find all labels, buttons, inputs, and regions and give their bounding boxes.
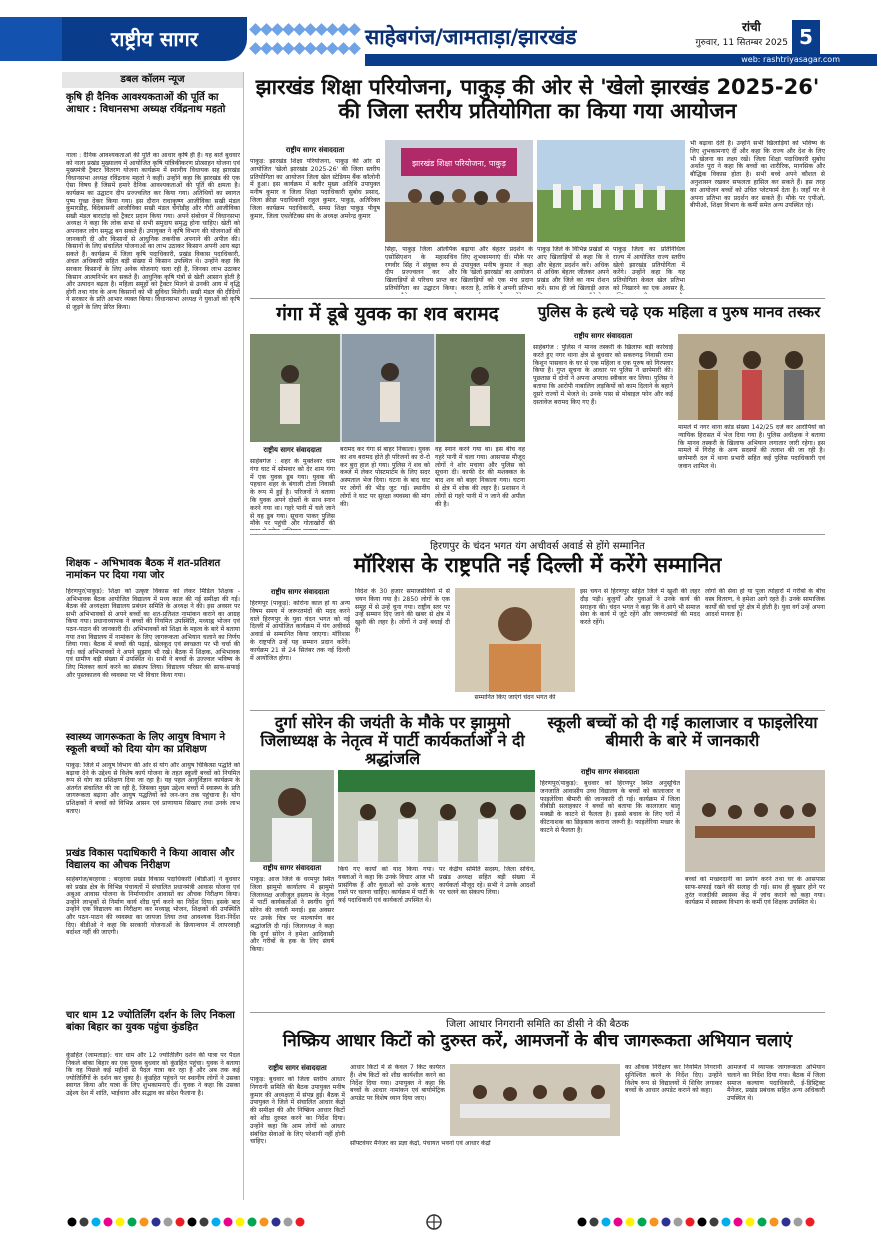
stage-banner-text: झारखंड शिक्षा परियोजना, पाकुड़ bbox=[412, 159, 506, 168]
ganga-ghat-photos bbox=[250, 334, 525, 442]
registration-dot bbox=[188, 1218, 197, 1227]
top-story-col-1: पाकुड़: झारखंड शिक्षा परियोजना, पाकुड़ की ओर से आयोजित 'खेलो झारखंड 2025-26' की जिला स्तरीय प्रतियोगिता का आयोजन जिला खेल स्टेडियम बैंक कॉलोनी में हुआ। इस कार्यक्रम में बतौर मुख्य अतिथि उपायुक्त मनीष कुमार व जिला शिक्षा पदाधिकारी सुबोध प्रसाद, जिला क्रीड़ा पदाधिकारी राहुल कुमार, पाकुड़, अतिरिक्त जिला कार्यक्रम पदाधिकारी, समग्र शिक्षा पाकुड़ पीयूष कुमार, जिला एथलेटिक्स संघ के अध्यक्ष अमरेन्द्र कुमार bbox=[250, 158, 380, 220]
school-children-photo bbox=[685, 770, 825, 872]
aadhar-meeting-photo bbox=[450, 1064, 620, 1136]
top-story-col-6: भी बढ़ावा देती है। उन्होंने सभी खिलाड़ियों को भविष्य के लिए शुभकामनाएं दीं और कहा कि राज्य और देश के लिए भी खेलना का लक्ष्य रखें। जिला शिक्षा पदाधिकारी सुबोध अर्थात पूरा ने कहा कि बच्चों का शारीरिक, मानसिक और बौद्धिक विकास होता है। सभी बच्चे अपने कौशल से अनुशासन रखकर सफलता हासिल कर सकते हैं। इस तरह का आयोजन बच्चों को उचित प्लेटफार्म देता है। जहाँ पर वे अपना प्रतिभा का प्रदर्शन कर सकते हैं। मौके पर एपीओ, बीपीओ, शिक्षा विभाग के कर्मी समेत अन्य उपस्थित रहे। bbox=[690, 140, 825, 210]
registration-dot bbox=[260, 1218, 269, 1227]
registration-dot bbox=[734, 1218, 743, 1227]
mauritius-col-4: लोगों की सेवा हो या पूजा त्योहारों में गरीबों के बीच वस्त्र वितरण, वे हमेशा आगे रहते हैं। उनके सामाजिक कार्यों की चर्चा पूरे क्षेत्र में होती है। युवा वर्ग उन्हें अपना आदर्श मानता है। bbox=[705, 588, 825, 619]
aadhar-headline: निष्क्रिय आधार किटों को दुरुस्त करें, आमजनों के बीच जागरूकता अभियान चलाएं bbox=[282, 1031, 793, 1051]
divider bbox=[250, 1012, 825, 1013]
left-story-2-headline: शिक्षक - अभिभावक बैठक में शत-प्रतिशत नामांकन पर दिया गया जोर bbox=[66, 558, 221, 581]
registration-dot bbox=[140, 1218, 149, 1227]
registration-dot bbox=[80, 1218, 89, 1227]
edition-city: रांची bbox=[742, 20, 761, 34]
left-story-4-body: साहेबगंज/बरहरवा : बरहरवा प्रखंड विकास पदाधिकारी (बीडीओ) ने बुधवार को प्रखंड क्षेत्र के विभिन्न पंचायतों में संचालित प्रधानमंत्री आवास योजना एवं अबुआ आवास योजना के निर्माणाधीन आवासों का औचक निरीक्षण किया। उन्होंने लाभुकों से निर्माण कार्य शीघ्र पूर्ण करने का निर्देश दिया। इसके बाद उन्होंने एक विद्यालय का निरीक्षण कर मध्याह्न भोजन, शिक्षकों की उपस्थिति और पठन-पाठन की व्यवस्था का जायजा लिया तथा आवश्यक दिशा-निर्देश दिए। बीडीओ ने कहा कि सरकारी योजनाओं के क्रियान्वयन में लापरवाही बर्दाश्त नहीं की जाएगी। bbox=[66, 876, 240, 937]
edition-region: साहेबगंज/जामताड़ा/झारखंड bbox=[365, 25, 577, 49]
website-url: web: rashtriyasagar.com bbox=[741, 55, 840, 64]
registration-dot bbox=[296, 1218, 305, 1227]
tasker-col-2: मामले में नगर थाना कांड संख्या 142/25 दर्ज कर आरोपियों को न्यायिक हिरासत में भेज दिया गया है। पुलिस अधीक्षक ने बताया कि मानव तस्करी के खिलाफ अभियान लगातार जारी रहेगा। इस मामले में गिरोह के अन्य सदस्यों की तलाश की जा रही है। छापेमारी दल में थाना प्रभारी सहित कई पुलिस पदाधिकारी एवं जवान शामिल थे। bbox=[678, 424, 825, 470]
mauritius-headline: मॉरिशस के राष्ट्रपति नई दिल्ली में करेंगे सम्मानित bbox=[353, 553, 722, 577]
left-story-1-body: नाला : दैनिक आवश्यकताओं की पूर्ति का आधार कृषि ही है। यह बातें बुधवार को नाला प्रखंड मुख्यालय में आयोजित कृषि यांत्रिकीकरण प्रोत्साहन योजना एवं मुख्यमंत्री ट्रैक्टर वितरण योजना कार्यक्रम में स्थानीय विधायक सह झारखंड विधानसभा अध्यक्ष रविंद्रनाथ महतो ने कहीं। उन्होंने कहा कि झारखंड की एक ऐसा विषय है जिसमें हमारे दैनिक आवश्यकताओं की पूर्ति की क्षमता है। कार्यक्रम का उद्घाटन दीप प्रज्ज्वलित कर किया गया। अतिथियों का स्वागत पुष्प गुच्छ देकर किया गया। इस दौरान राधाकृष्ण आजीविका सखी मंडल कुमारडीह, बिंदेबासनी आजीविका सखी मंडल चेंगोडीह और गौरी आजीविका सखी मंडल बाराटांड़ को ट्रैक्टर प्रदान किया गया। अपने संबोधन में विधानसभा अध्यक्ष ने कहा कि लोक सभा से सभी समुदाय समृद्ध होना चाहिए। खेती को अपनाकर लोग समृद्ध बन सकते हैं। उपायुक्त ने कृषि विभाग की योजनाओं की जानकारी दी और किसानों से आधुनिक तकनीक अपनाने की अपील की। किसानों के लिए संचालित योजनाओं का लाभ उठाकर किसान अपनी आय बढ़ा सकते हैं। कार्यक्रम में जिला कृषि पदाधिकारी, प्रखंड विकास पदाधिकारी, अंचल अधिकारी सहित बड़ी संख्या में किसान उपस्थित थे। उन्होंने कहा कि सरकार किसानों के लिए अनेक योजनाएं चला रही है, जिनका लाभ उठाकर किसान आत्मनिर्भर बन सकते हैं। आधुनिक कृषि यंत्रों से खेती आसान होती है और उत्पादन बढ़ता है। महिला समूहों को ट्रैक्टर मिलने से उनकी आय में वृद्धि होगी तथा गांव के अन्य किसानों को भी सुविधा मिलेगी। सखी मंडल की दीदियों ने सरकार के प्रति आभार व्यक्त किया। विधानसभा अध्यक्ष ने युवाओं को कृषि से जुड़ने के लिए प्रेरित किया। bbox=[66, 152, 240, 311]
brand-bar bbox=[0, 17, 62, 61]
durga-portrait-photo bbox=[250, 770, 334, 862]
registration-dot bbox=[602, 1218, 611, 1227]
registration-dot bbox=[626, 1218, 635, 1227]
registration-dot bbox=[68, 1218, 77, 1227]
divider bbox=[250, 298, 825, 299]
registration-dot bbox=[212, 1218, 221, 1227]
registration-dot bbox=[722, 1218, 731, 1227]
aadhar-byline: राष्ट्रीय सागर संवाददाता bbox=[268, 1064, 327, 1072]
durga-byline: राष्ट्रीय सागर संवाददाता bbox=[262, 864, 322, 872]
top-story-col-5: पाकुड़ जिला का प्रतिनिधित्व राज्य में आयोजित राज्य स्तरीय खेलो झारखंड प्रतियोगिता में करेंगे। उन्होंने कहा कि यह प्रतियोगिता केवल खेल प्रतिभा को निखारने का एक अवसर है, bbox=[613, 246, 685, 292]
registration-dot bbox=[806, 1218, 815, 1227]
registration-dot bbox=[794, 1218, 803, 1227]
left-story-5-headline: चार धाम 12 ज्योतिर्लिंग दर्शन के लिए निकला बांका बिहार का युवक पहुंचा कुंडहित bbox=[66, 1010, 235, 1033]
top-story-col-3: बढ़ाया और बेहतर प्रदर्शन के लिए शुभकामनाएं दीं। मौके पर उपायुक्त मनीष कुमार ने कहा कि 'खेलो झारखंड' का आयोजन खिलाड़ियों को एक मंच प्रदान करता है, ताकि वे अपनी प्रतिभा bbox=[461, 246, 533, 292]
divider bbox=[250, 534, 825, 535]
registration-dot bbox=[770, 1218, 779, 1227]
ganga-col-3: वह स्नान करने गया था। इस बीच वह गहरे पानी में चला गया। आसपास मौजूद लोगों ने शोर मचाया और पुलिस को सूचना दी। काफी देर की मशक्कत के बाद शव को बाहर निकाला गया। घटना से क्षेत्र में शोक की लहर है। प्रशासन ने लोगों से गहरे पानी में न जाने की अपील की है। bbox=[435, 446, 525, 508]
registration-dot bbox=[662, 1218, 671, 1227]
khelo-jharkhand-stage-photo bbox=[385, 140, 533, 242]
kalazar-headline: स्कूली बच्चों को दी गई कालाजार व फाइलेरिया बीमारी के बारे में जानकारी bbox=[547, 713, 818, 750]
kalazar-col-2: बच्चों को मच्छरदानी का प्रयोग करने तथा घर के आसपास साफ-सफाई रखने की सलाह दी गई। साथ ही बुखार होने पर तुरंत नजदीकी स्वास्थ्य केंद्र में जांच कराने को कहा गया। कार्यक्रम में स्वास्थ्य विभाग के कर्मी एवं शिक्षक उपस्थित थे। bbox=[685, 876, 825, 907]
newspaper-brand: राष्ट्रीय सागर bbox=[62, 17, 247, 61]
aadhar-kicker: जिला आधार निगरानी समिति का डीसी ने की बैठक bbox=[446, 1019, 629, 1030]
mauritius-kicker: हिरणपुर के चंदन भगत यंग अचीवर्स अवार्ड से होंगे सम्मानित bbox=[430, 541, 645, 552]
section-label: डबल कॉलम न्यूज bbox=[62, 72, 243, 88]
tasker-col-1: साहेबगंज : पुलिस ने मानव तस्करी के खिलाफ बड़ी कार्रवाई करते हुए नगर थाना क्षेत्र से बुधवार को सकरुगढ़ निवासी रामा किशुन पासवान के घर से एक महिला व एक पुरुष को गिरफ्तार किया है। गुप्त सूचना के आधार पर पुलिस ने छापेमारी की। पूछताछ में दोनों ने अपना अपराध स्वीकार कर लिया। पुलिस ने बताया कि आरोपी नाबालिग लड़कियों को काम दिलाने के बहाने दूसरे राज्यों में भेजते थे। उनके पास से मोबाइल फोन और कई दस्तावेज बरामद किए गए हैं। bbox=[533, 344, 673, 406]
registration-dot bbox=[176, 1218, 185, 1227]
mauritius-col-2: विदेश के 30 हजार समाजसेवियों में से चयन किया गया है। 2850 लोगों के एक समूह में से उन्हें चुना गया। राष्ट्रीय स्तर पर उन्हें सम्मान दिए जाने की खबर से क्षेत्र में खुशी की लहर है। लोगों ने उन्हें बधाई दी है। bbox=[355, 588, 450, 634]
left-story-3-headline: स्वास्थ्य जागरूकता के लिए आयुष विभाग ने स्कूली बच्चों को दिया योग का प्रशिक्षण bbox=[66, 732, 225, 755]
registration-dot bbox=[164, 1218, 173, 1227]
aadhar-col-3: का औचक निरीक्षण कर नियमित निगरानी सुनिश्चित करने के निर्देश दिए। उन्होंने विशेष रूप से विद्यालयों में शिविर लगाकर बच्चों के आधार अपडेट कराने को कहा। bbox=[625, 1064, 722, 1095]
top-story-col-4: पाकुड़ जिले के विभिन्न प्रखंडों से आए खिलाड़ियों से कहा कि वे और बेहतर प्रदर्शन करें। अधिक से अधिक बेहतर जीतकर अपने प्रखंड और जिले का नाम रोशन करें। साथ ही जो खिलाड़ी आज bbox=[537, 246, 609, 292]
ganga-headline: गंगा में डूबे युवक का शव बरामद bbox=[276, 303, 499, 325]
ganga-col-1: साहेबगंज : शहर के मुक्तेश्वर धाम गंगा घाट में सोमवार को देर शाम गंगा में एक युवक डूब गया। युवक की पहचान शहर के बंगाली टोला निवासी के रूप में हुई है। परिजनों ने बताया कि युवक अपने दोस्तों के साथ स्नान करने गया था। गहरे पानी में चले जाने से वह डूब गया। सूचना पाकर पुलिस मौके पर पहुंची और गोताखोरों की bbox=[250, 458, 335, 528]
registration-dot bbox=[116, 1218, 125, 1227]
registration-dot bbox=[614, 1218, 623, 1227]
left-story-3-body: पाकुड़: जिले में आयुष विभाग की ओर से योग और आयुष चिकित्सा पद्धति को बढ़ावा देने के उद्देश्य से विशेष कार्य योजना के तहत स्कूली बच्चों को नियमित रूप से योग का प्रशिक्षण दिया जा रहा है। यह पहल आयुर्विज्ञान कार्यक्रम के अंतर्गत संचालित की जा रही है, जिसका मुख्य उद्देश्य बच्चों में स्वास्थ्य के प्रति जागरूकता बढ़ाना और आयुष पद्धतियों को जन-जन तक पहुंचाना है। योग प्रशिक्षकों ने बच्चों को विभिन्न आसन एवं प्राणायाम सिखाए तथा उनके लाभ बताए। bbox=[66, 762, 240, 815]
registration-dot bbox=[92, 1218, 101, 1227]
ganga-byline: राष्ट्रीय सागर संवाददाता bbox=[263, 446, 322, 454]
aadhar-photo-caption: सॉफ्टवेयर मैनेजर का प्रज्ञा केंद्रों, पंचायत भवनों एवं आधार केंद्रों bbox=[350, 1140, 491, 1147]
ganga-col-2: बरामद कर गंगा से बाहर निकाला। युवक का शव बरामद होते ही परिजनों का रो-रो कर बुरा हाल हो गया। पुलिस ने शव को कब्जे में लेकर पोस्टमार्टम के लिए सदर अस्पताल भेज दिया। घटना के बाद घाट पर लोगों की भीड़ जुट गई। स्थानीय लोगों ने घाट पर सुरक्षा व्यवस्था की मांग की। bbox=[340, 446, 430, 508]
registration-dot bbox=[128, 1218, 137, 1227]
durga-headline: दुर्गा सोरेन की जयंती के मौके पर झामुमो जिलाध्यक्ष के नेतृत्व में पार्टी कार्यकर्ताओं ने दी श्रद्धांजलि bbox=[260, 713, 525, 768]
registration-dot bbox=[236, 1218, 245, 1227]
registration-dot bbox=[248, 1218, 257, 1227]
registration-dot bbox=[698, 1218, 707, 1227]
mauritius-photo-caption: सम्मानित किए जाएंगे चंदन भगत की bbox=[474, 694, 556, 701]
top-story-headline: झारखंड शिक्षा परियोजना, पाकुड़ की ओर से 'खेलो झारखंड 2025-26' की जिला स्तरीय प्रतियोगिता का किया गया आयोजन bbox=[255, 75, 820, 123]
durga-col-2: किये गए कार्यों को याद किया गया। वक्ताओं ने कहा कि उनके विचार आज भी प्रासंगिक हैं और युवाओं को उनके बताए रास्ते पर चलना चाहिए। कार्यक्रम में पार्टी के कई पदाधिकारी एवं कार्यकर्ता उपस्थित थे। bbox=[338, 866, 434, 905]
top-story-col-2: सिंहा, पाकुड़ जिला ओलंपिक एसोसिएशन के महासचिव रणवीर सिंह ने संयुक्त रूप से दीप प्रज्ज्वलन कर और खिलाड़ियों से परिचय प्राप्त कर प्रतियोगिता का उद्घाटन किया। bbox=[385, 246, 457, 292]
registration-dot bbox=[152, 1218, 161, 1227]
durga-col-3: पर केंद्रीय समिति सदस्य, जिला सचिव, प्रखंड अध्यक्ष सहित बड़ी संख्या में कार्यकर्ता मौजूद रहे। सभी ने उनके आदर्शों पर चलने का संकल्प लिया। bbox=[439, 866, 535, 897]
registration-dot bbox=[782, 1218, 791, 1227]
registration-dot bbox=[284, 1218, 293, 1227]
chandan-bhagat-photo bbox=[455, 588, 575, 692]
registration-dot bbox=[638, 1218, 647, 1227]
durga-tribute-photo bbox=[338, 770, 535, 862]
tasker-headline: पुलिस के हत्थे चढ़े एक महिला व पुरुष मानव तस्कर bbox=[537, 303, 821, 321]
left-story-5-body: कुंडहित (जामताड़ा): चार धाम और 12 ज्योतिर्लिंग दर्शन की यात्रा पर पैदल निकले बांका बिहार का एक युवक बुधवार को कुंडहित पहुंचा। युवक ने बताया कि वह पिछले कई महीनों से पैदल यात्रा कर रहा है और अब तक कई ज्योतिर्लिंगों के दर्शन कर चुका है। कुंडहित पहुंचने पर स्थानीय लोगों ने उसका स्वागत किया और यात्रा के लिए शुभकामनाएं दीं। युवक ने कहा कि उसका उद्देश्य देश में शांति, भाईचारा और सद्भाव का संदेश फैलाना है। bbox=[66, 1052, 240, 1097]
aadhar-col-1: पाकुड़: बुधवार को जिला स्तरीय आधार निगरानी समिति की बैठक उपायुक्त मनीष कुमार की अध्यक्षता में संपन्न हुई। बैठक में उपायुक्त ने जिले में संचालित आधार केंद्रों की समीक्षा की और निष्क्रिय आधार किटों को शीघ्र दुरुस्त करने का निर्देश दिया। उन्होंने कहा कि आम लोगों को आधार संबंधित सेवाओं के लिए परेशानी नहीं होनी चाहिए। bbox=[250, 1076, 345, 1146]
kalazar-byline: राष्ट्रीय सागर संवाददाता bbox=[580, 768, 640, 776]
registration-dot bbox=[710, 1218, 719, 1227]
tasker-byline: राष्ट्रीय सागर संवाददाता bbox=[573, 332, 633, 340]
registration-dot bbox=[224, 1218, 233, 1227]
kalazar-col-1: हिरणपुर(पाकुड़): बुधवार को हिरणपुर स्थित अनुसूचित जनजाति आवासीय उच्च विद्यालय के बच्चों को कालाजार व फाइलेरिया बीमारी की जानकारी दी गई। कार्यक्रम में जिला वीबीडी सलाहकार ने बच्चों को बताया कि कालाजार बालू मक्खी के काटने से फैलता है। इससे बचाव के लिए घरों में कीटनाशक का छिड़काव कराना जरूरी है। फाइलेरिया मच्छर के काटने से फैलता है। bbox=[540, 780, 680, 834]
registration-dot bbox=[650, 1218, 659, 1227]
divider bbox=[250, 710, 825, 711]
registration-dot bbox=[590, 1218, 599, 1227]
mauritius-byline: राष्ट्रीय सागर संवाददाता bbox=[270, 588, 330, 596]
registration-dot bbox=[272, 1218, 281, 1227]
left-story-1-headline: कृषि ही दैनिक आवश्यकताओं की पूर्ति का आधार : विधानसभा अध्यक्ष रविंद्रनाथ महतो bbox=[66, 92, 226, 115]
top-story-byline: राष्ट्रीय सागर संवाददाता bbox=[285, 146, 345, 154]
durga-col-1: पाकुड़: आज जिले के धरमपुर स्थित जिला झामुमो कार्यालय में झामुमो जिलाध्यक्ष अजीजुल इस्लाम के नेतृत्व में पार्टी कार्यकर्ताओं ने स्वर्गीय दुर्गा सोरेन की जयंती मनाई। इस अवसर पर उनके चित्र पर माल्यार्पण कर श्रद्धांजलि दी गई। जिलाध्यक्ष ने कहा कि दुर्गा सोरेन ने हमेशा आदिवासी और गरीबों के हक के लिए संघर्ष किया। bbox=[250, 876, 334, 954]
registration-dot bbox=[104, 1218, 113, 1227]
footer-color-strip bbox=[62, 1207, 877, 1241]
edition-date: गुरुवार, 11 सितम्बर 2025 bbox=[695, 38, 788, 48]
mauritius-col-1: हिरणपुर (पाकुड़): कोरोना काल हो या अन्य विषम समय में जरूरतमंदों की मदद करने वाले हिरणपुर के युवा चंदन भगत को नई दिल्ली में आयोजित कार्यक्रम में यंग अचीवर्स अवार्ड से सम्मानित किया जाएगा। मॉरिशस के राष्ट्रपति उन्हें यह सम्मान प्रदान करेंगे। कार्यक्रम 21 से 24 सितंबर तक नई दिल्ली में आयोजित होगा। bbox=[250, 600, 350, 662]
registration-dot bbox=[746, 1218, 755, 1227]
aadhar-col-2: आधार किटों में से केवल 7 किट कार्यरत हैं। शेष किटों को शीघ्र कार्यशील करने का निर्देश दिया गया। उपायुक्त ने कहा कि बच्चों के आधार नामांकन एवं बायोमेट्रिक अपडेट पर विशेष ध्यान दिया जाए। bbox=[350, 1064, 445, 1103]
registration-dot bbox=[686, 1218, 695, 1227]
mauritius-col-3: इस चयन से हिरणपुर सहित जिले में खुशी की लहर दौड़ पड़ी। बुजुर्गों और युवाओं ने उनके कार्य की सराहना की। चंदन भगत ने कहा कि वे आगे भी समाज सेवा के कार्य में जुटे रहेंगे और जरूरतमंदों की मदद करते रहेंगे। bbox=[580, 588, 700, 627]
page-number: 5 bbox=[792, 20, 820, 54]
registration-dot bbox=[200, 1218, 209, 1227]
khelo-jharkhand-field-photo bbox=[537, 140, 685, 242]
aadhar-col-4: आमजनों में व्यापक जागरूकता अभियान चलाने का निर्देश दिया गया। बैठक में जिला समाज कल्याण पदाधिकारी, ई-डिस्ट्रिक्ट मैनेजर, प्रखंड प्रबंधक सहित अन्य अधिकारी उपस्थित थे। bbox=[727, 1064, 825, 1103]
left-story-4-headline: प्रखंड विकास पदाधिकारी ने किया आवास और विद्यालय का औचक निरीक्षण bbox=[66, 848, 235, 871]
left-story-2-body: हिरणपुर(पाकुड़): शिक्षा को उत्कृष्ट विकास को लेकर मिडिल शिक्षक - अभिभावक बैठक आयोजित विद्यालय में मध्य काल की नई समीक्षा की गई। बैठक की अध्यक्षता विद्यालय प्रबंधन समिति के अध्यक्ष ने की। इस अवसर पर सभी अभिभावकों से अपने बच्चों का शत-प्रतिशत नामांकन कराने का आग्रह किया गया। प्रधानाध्यापक ने बच्चों की नियमित उपस्थिति, मध्याह्न भोजन एवं पठन-पाठन की जानकारी दी। अभिभावकों को शिक्षा के महत्व के बारे में बताया गया तथा विद्यालय में नामांकन के लिए जागरूकता अभियान चलाने का निर्णय लिया गया। बैठक में बच्चों की पढ़ाई, खेलकूद एवं स्वच्छता पर भी चर्चा की गई। कई अभिभावकों ने अपने सुझाव भी रखे। बैठक में शिक्षक, अभिभावक एवं ग्रामीण बड़ी संख्या में उपस्थित थे। सभी ने बच्चों के उज्ज्वल भविष्य के लिए मिलकर कार्य करने का संकल्प लिया। विद्यालय परिसर की साफ-सफाई और पुस्तकालय की व्यवस्था पर भी विचार किया गया। bbox=[66, 588, 240, 679]
arrested-persons-photo bbox=[678, 334, 825, 420]
registration-dot bbox=[758, 1218, 767, 1227]
registration-dot bbox=[578, 1218, 587, 1227]
decorative-diamonds bbox=[250, 20, 360, 56]
registration-dot bbox=[674, 1218, 683, 1227]
